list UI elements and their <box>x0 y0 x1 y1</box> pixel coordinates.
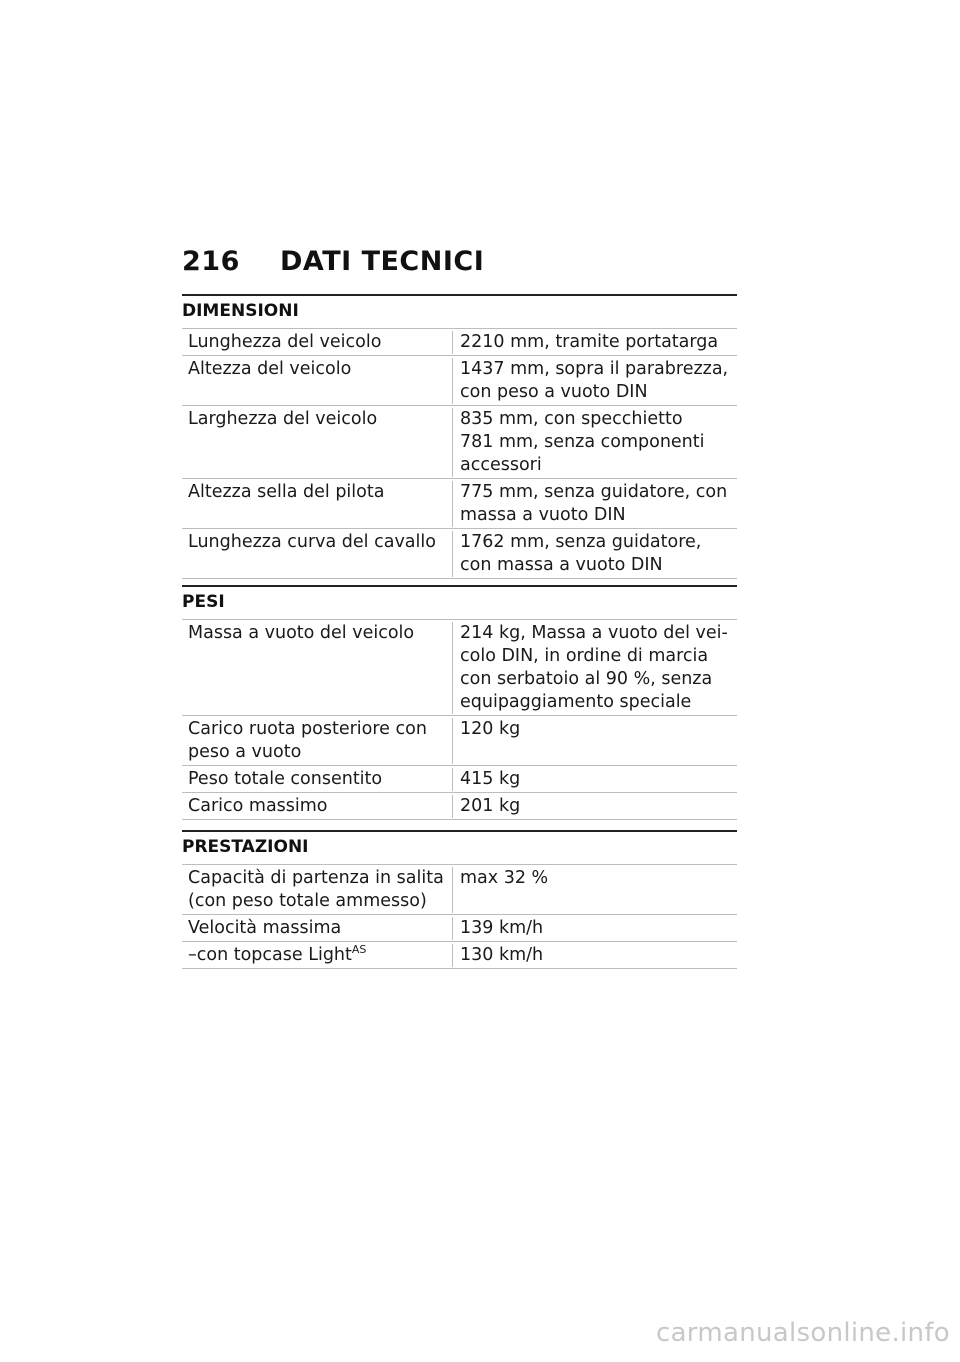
table-row <box>182 865 737 915</box>
spec-value: 201 kg <box>460 796 521 816</box>
section-heading: PESI <box>182 592 225 612</box>
spec-value: 1762 mm, senza guidatore, con massa a vuoto DIN <box>460 532 702 575</box>
superscript-label: AS <box>351 943 367 957</box>
spec-label: Lunghezza curva del cavallo <box>182 531 453 577</box>
spec-value: 130 km/h <box>460 945 544 965</box>
spec-label: Carico ruota posteriore con peso a vuoto <box>182 718 453 764</box>
spec-label: Carico massimo <box>182 795 453 818</box>
table-row <box>182 406 737 479</box>
spec-label: Peso totale consentito <box>182 768 453 791</box>
spec-label: Velocità massima <box>182 917 453 940</box>
spec-value: max 32 % <box>460 868 549 888</box>
section-heading: DIMENSIONI <box>182 301 299 321</box>
spec-label: Lunghezza del veicolo <box>182 331 453 354</box>
table-row <box>182 356 737 406</box>
table-row <box>182 529 737 579</box>
spec-label-text: –con topcase Light <box>188 945 352 965</box>
spec-value: 2210 mm, tramite portatarga <box>460 332 719 352</box>
spec-label <box>182 944 453 967</box>
spec-value: 139 km/h <box>460 918 544 938</box>
table-row <box>182 329 737 356</box>
spec-label: Larghezza del veicolo <box>182 408 453 477</box>
table-row <box>182 942 737 969</box>
table-row <box>182 766 737 793</box>
page-header <box>182 246 737 277</box>
spec-value: 214 kg, Massa a vuoto del vei- colo DIN, in ordine di marcia con serbatoio al 90 %, senza equipaggiamento speciale <box>460 623 728 712</box>
spec-label: Altezza sella del pilota <box>182 481 453 527</box>
spec-value: 835 mm, con specchietto 781 mm, senza componenti accessori <box>460 409 705 475</box>
spec-value: 775 mm, senza guidatore, con massa a vuoto DIN <box>460 482 728 525</box>
spec-label: Massa a vuoto del veicolo <box>182 622 453 714</box>
section-dimensioni <box>182 294 737 579</box>
spec-value: 1437 mm, sopra il parabrezza, con peso a vuoto DIN <box>460 359 729 402</box>
section-prestazioni <box>182 830 737 969</box>
spec-table <box>182 864 737 969</box>
page-number: 216 <box>182 246 240 277</box>
spec-label: Altezza del veicolo <box>182 358 453 404</box>
table-row <box>182 716 737 766</box>
spec-value: 120 kg <box>460 719 521 739</box>
section-heading: PRESTAZIONI <box>182 837 309 857</box>
table-row <box>182 620 737 716</box>
section-pesi <box>182 585 737 820</box>
spec-label: Capacità di partenza in salita (con peso totale ammesso) <box>182 867 453 913</box>
table-row <box>182 479 737 529</box>
table-row <box>182 793 737 820</box>
spec-table <box>182 619 737 820</box>
spec-value: 415 kg <box>460 769 521 789</box>
spec-table <box>182 328 737 579</box>
table-row <box>182 915 737 942</box>
page-title: DATI TECNICI <box>280 246 485 277</box>
watermark: carmanualsonline.info <box>655 1318 950 1348</box>
